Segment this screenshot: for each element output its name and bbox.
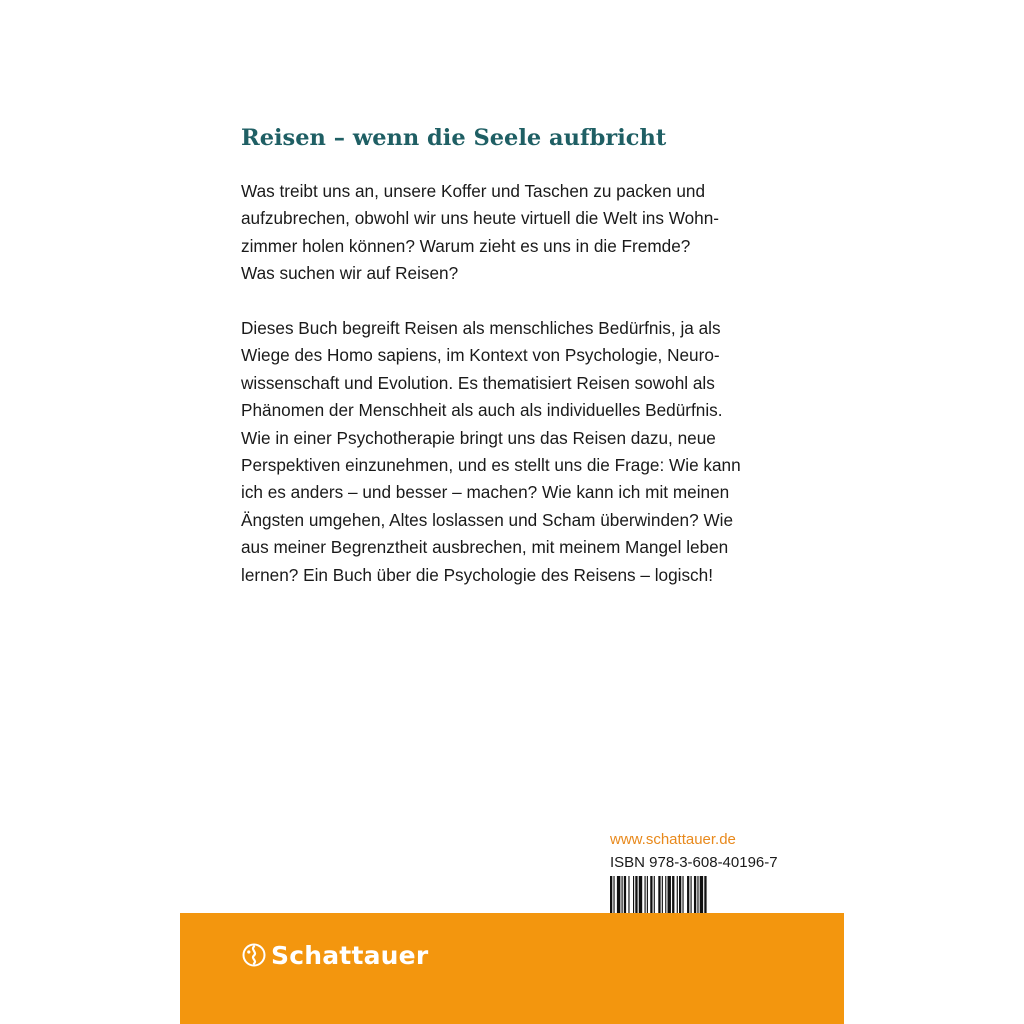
- barcode-bar: [665, 876, 666, 914]
- barcode-bar: [672, 876, 674, 914]
- barcode-bar: [639, 876, 642, 914]
- barcode-bar: [613, 876, 614, 914]
- cover-title: Reisen – wenn die Seele aufbricht: [241, 125, 667, 151]
- barcode-bar: [700, 876, 703, 914]
- text-line: Wiege des Homo sapiens, im Kontext von Psychologie, Neuro-: [241, 345, 720, 366]
- barcode-bar: [654, 876, 655, 914]
- text-line: Wie in einer Psychotherapie bringt uns das Reisen dazu, neue: [241, 427, 716, 448]
- barcode-bar: [628, 876, 629, 914]
- barcode-bar: [682, 876, 683, 914]
- barcode-bar: [610, 876, 612, 914]
- text-line: aus meiner Begrenztheit ausbrechen, mit meinem Mangel leben: [241, 537, 729, 558]
- barcode-icon: [610, 876, 786, 914]
- barcode-bar: [633, 876, 634, 914]
- barcode-bar: [617, 876, 620, 914]
- text-line: aufzubrechen, obwohl wir uns heute virtuell die Welt ins Wohn-: [241, 208, 720, 229]
- barcode-bar: [650, 876, 652, 914]
- isbn-number: ISBN 978-3-608-40196-7: [610, 854, 778, 871]
- publisher-name: Schattauer: [271, 940, 429, 970]
- barcode-bar: [624, 876, 626, 914]
- publisher-band: [180, 913, 844, 1024]
- barcode-bar: [679, 876, 681, 914]
- text-line: ich es anders – und besser – machen? Wie kann ich mit meinen: [241, 482, 730, 503]
- text-line: Phänomen der Menschheit als auch als individuelles Bedürfnis.: [241, 400, 723, 421]
- barcode-bar: [658, 876, 660, 914]
- barcode-bar: [704, 876, 706, 914]
- text-line: Was treibt uns an, unsere Koffer und Taschen zu packen und: [241, 181, 706, 201]
- schattauer-logo-icon: [242, 943, 266, 967]
- barcode-bar: [635, 876, 637, 914]
- blurb-paragraph-1: [241, 178, 719, 288]
- barcode-bar: [697, 876, 698, 914]
- blurb-paragraph-2: [241, 315, 741, 589]
- barcode-bar: [691, 876, 692, 914]
- text-line: Perspektiven einzunehmen, und es stellt uns die Frage: Wie kann: [241, 455, 741, 476]
- barcode-bar: [662, 876, 663, 914]
- text-line: lernen? Ein Buch über die Psychologie des Reisens – logisch!: [241, 564, 713, 585]
- publisher-url: www.schattauer.de: [610, 831, 736, 848]
- barcode-bar: [677, 876, 678, 914]
- text-line: Ängsten umgehen, Altes loslassen und Scham überwinden? Wie: [241, 509, 734, 530]
- text-line: Was suchen wir auf Reisen?: [241, 263, 459, 284]
- text-line: wissenschaft und Evolution. Es thematisiert Reisen sowohl als: [241, 372, 715, 393]
- barcode-bar: [647, 876, 648, 914]
- barcode-bar: [622, 876, 623, 914]
- barcode-bar: [687, 876, 689, 914]
- barcode-bar: [694, 876, 696, 914]
- text-line: zimmer holen können? Warum zieht es uns in die Fremde?: [241, 235, 691, 256]
- text-line: Dieses Buch begreift Reisen als menschliches Bedürfnis, ja als: [241, 318, 721, 338]
- barcode-bar: [645, 876, 646, 914]
- publisher-brand: [242, 937, 428, 973]
- barcode-bar: [668, 876, 671, 914]
